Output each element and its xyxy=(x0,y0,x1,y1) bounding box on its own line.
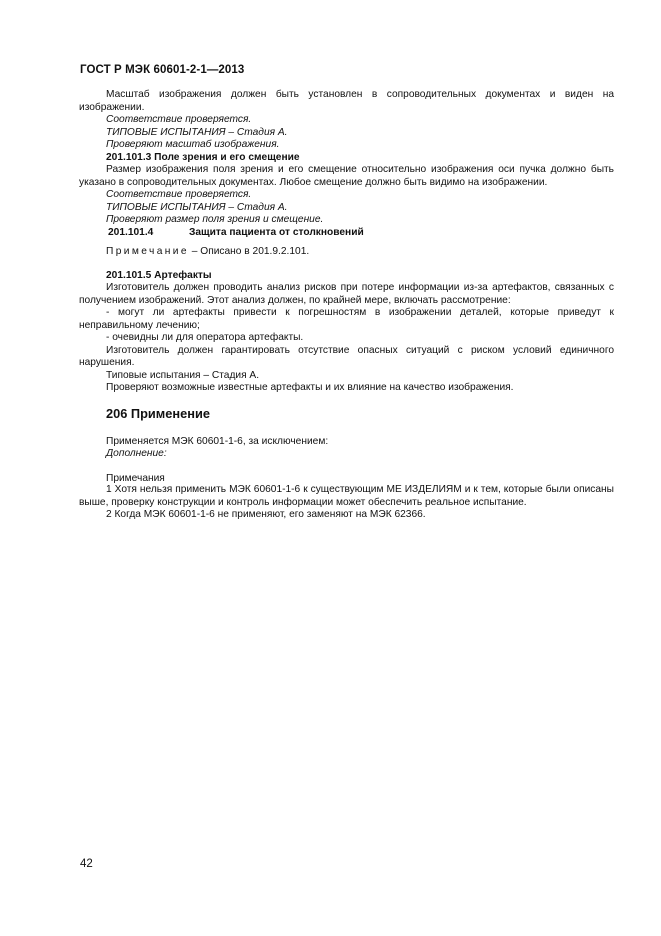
paragraph-artifacts: Изготовитель должен гарантировать отсутствие опасных ситуаций с риском условий единичного нарушения. xyxy=(79,344,614,368)
check-text: Проверяют размер поля зрения и смещение. xyxy=(106,214,324,225)
check-text: Проверяют возможные известные артефакты и их влияние на качество изображения. xyxy=(106,382,514,393)
notes-label: Примечания xyxy=(106,472,165,484)
note-item: 1 Хотя нельзя применить МЭК 60601-1-6 к существующим МЕ ИЗДЕЛИЯМ и к тем, которые были описаны выше, проверку конструкции и контроль информации может обеспечить реальное испытание. xyxy=(79,484,614,508)
note-label: Примечание xyxy=(106,246,189,257)
paragraph-artifacts: - могут ли артефакты привести к погрешностям в изображении деталей, которые приведут к неправильному лечению; xyxy=(79,307,614,331)
section-heading-201-101-5: 201.101.5 Артефакты xyxy=(106,269,212,281)
section-title: Защита пациента от столкновений xyxy=(189,226,364,238)
paragraph-scale: Масштаб изображения должен быть установлен в сопроводительных документах и виден на изображении. xyxy=(79,89,614,113)
document-header-title: ГОСТ Р МЭК 60601-2-1—2013 xyxy=(80,64,245,76)
notes-block xyxy=(79,473,614,522)
section-heading-206: 206 Применение xyxy=(106,405,210,421)
check-text: Проверяют масштаб изображения. xyxy=(106,139,280,150)
page-number: 42 xyxy=(80,858,93,870)
note-text: – Описано в 201.9.2.101. xyxy=(188,246,310,257)
type-tests-text: ТИПОВЫЕ ИСПЫТАНИЯ – Стадия А. xyxy=(106,201,288,213)
paragraph-field-of-view: Размер изображения поля зрения и его смещение относительно изображения оси пучка должно быть указано в сопроводительных документах. Любое смещение должно быть видимо на изображении. xyxy=(79,164,614,188)
paragraph-artifacts: - очевидны ли для оператора артефакты. xyxy=(106,332,304,343)
type-tests-text: ТИПОВЫЕ ИСПЫТАНИЯ – Стадия А. xyxy=(106,126,288,138)
note xyxy=(79,246,614,259)
section-heading-201-101-3: 201.101.3 Поле зрения и его смещение xyxy=(106,151,300,163)
section-number: 201.101.4 xyxy=(108,226,154,238)
compliance-text: Соответствие проверяется. xyxy=(106,114,252,125)
section-heading-201-101-4 xyxy=(79,227,614,240)
note-item: 2 Когда МЭК 60601-1-6 не применяют, его заменяют на МЭК 62366. xyxy=(106,509,426,520)
document-body xyxy=(79,89,614,522)
compliance-text: Соответствие проверяется. xyxy=(106,189,252,200)
applies-text: Применяется МЭК 60601-1-6, за исключением: xyxy=(106,435,329,447)
paragraph-artifacts: Изготовитель должен проводить анализ рисков при потере информации из-за артефактов, связанных с получением изображений. Этот анализ должен, по крайней мере, включать рассмотрение: xyxy=(79,282,614,306)
addition-text: Дополнение: xyxy=(106,448,167,459)
type-tests-text: Типовые испытания – Стадия А. xyxy=(106,369,260,381)
